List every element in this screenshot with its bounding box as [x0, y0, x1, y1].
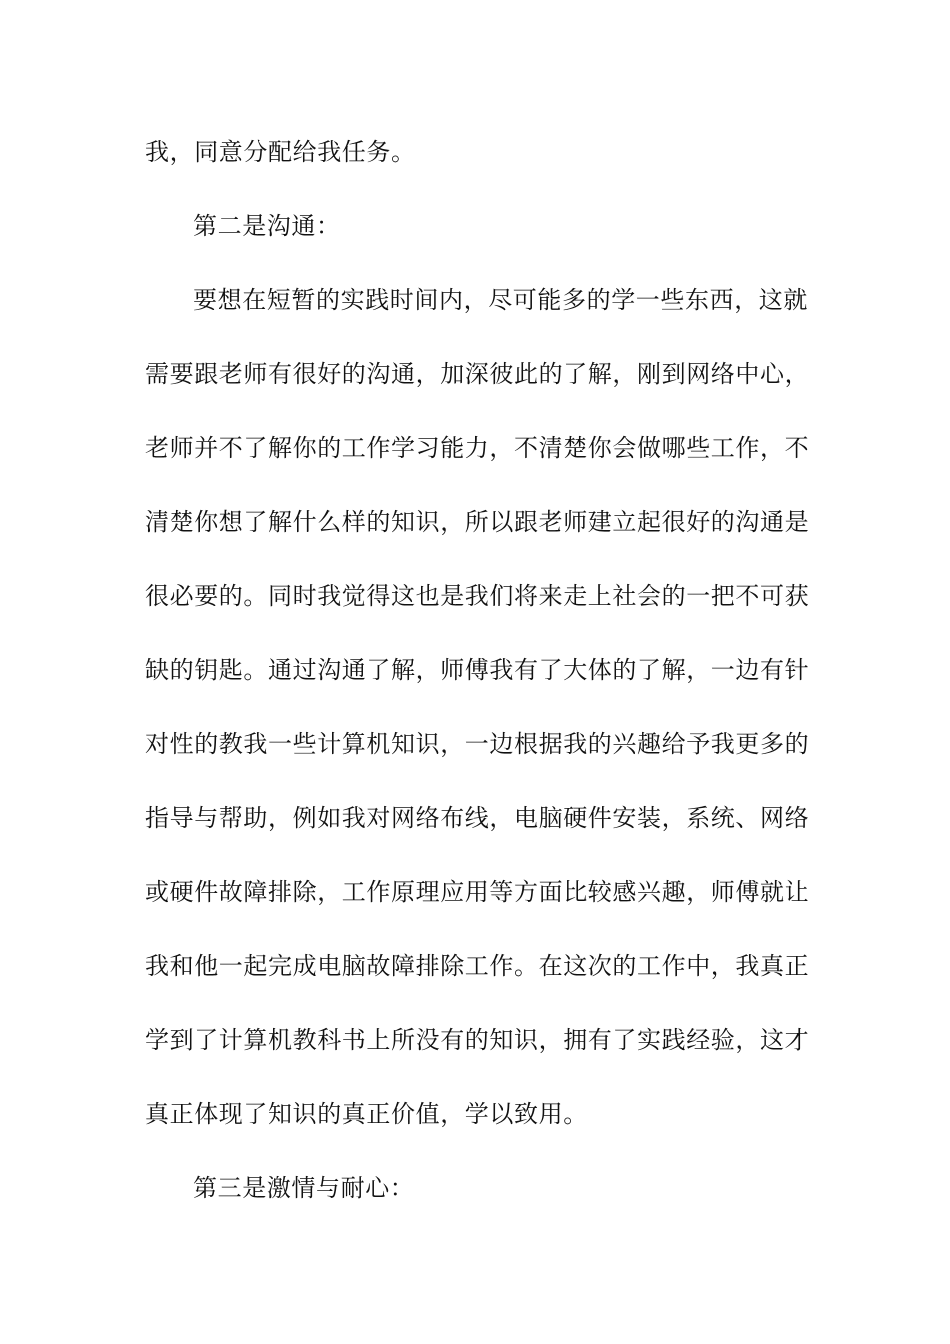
text-line: 真正体现了知识的真正价值，学以致用。	[145, 1100, 588, 1128]
text-line: 指导与帮助，例如我对网络布线，电脑硬件安装，系统、网络	[145, 804, 810, 832]
text-line: 清楚你想了解什么样的知识，所以跟老师建立起很好的沟通是	[145, 508, 810, 536]
text-line: 需要跟老师有很好的沟通，加深彼此的了解，刚到网络中心，	[145, 360, 810, 388]
text-line: 老师并不了解你的工作学习能力，不清楚你会做哪些工作，不	[145, 434, 810, 462]
text-line: 学到了计算机教科书上所没有的知识，拥有了实践经验，这才	[145, 1026, 810, 1054]
text-line: 缺的钥匙。通过沟通了解，师傅我有了大体的了解，一边有针	[145, 656, 810, 684]
text-line: 或硬件故障排除，工作原理应用等方面比较感兴趣，师傅就让	[145, 878, 810, 906]
section-heading: 第二是沟通：	[193, 212, 341, 240]
section-heading: 第三是激情与耐心：	[193, 1174, 415, 1202]
text-line: 对性的教我一些计算机知识，一边根据我的兴趣给予我更多的	[145, 730, 810, 758]
text-line: 我和他一起完成电脑故障排除工作。在这次的工作中，我真正	[145, 952, 810, 980]
text-line: 很必要的。同时我觉得这也是我们将来走上社会的一把不可获	[145, 582, 810, 610]
text-line: 要想在短暂的实践时间内，尽可能多的学一些东西，这就	[193, 286, 808, 314]
text-line: 我，同意分配给我任务。	[145, 138, 416, 166]
